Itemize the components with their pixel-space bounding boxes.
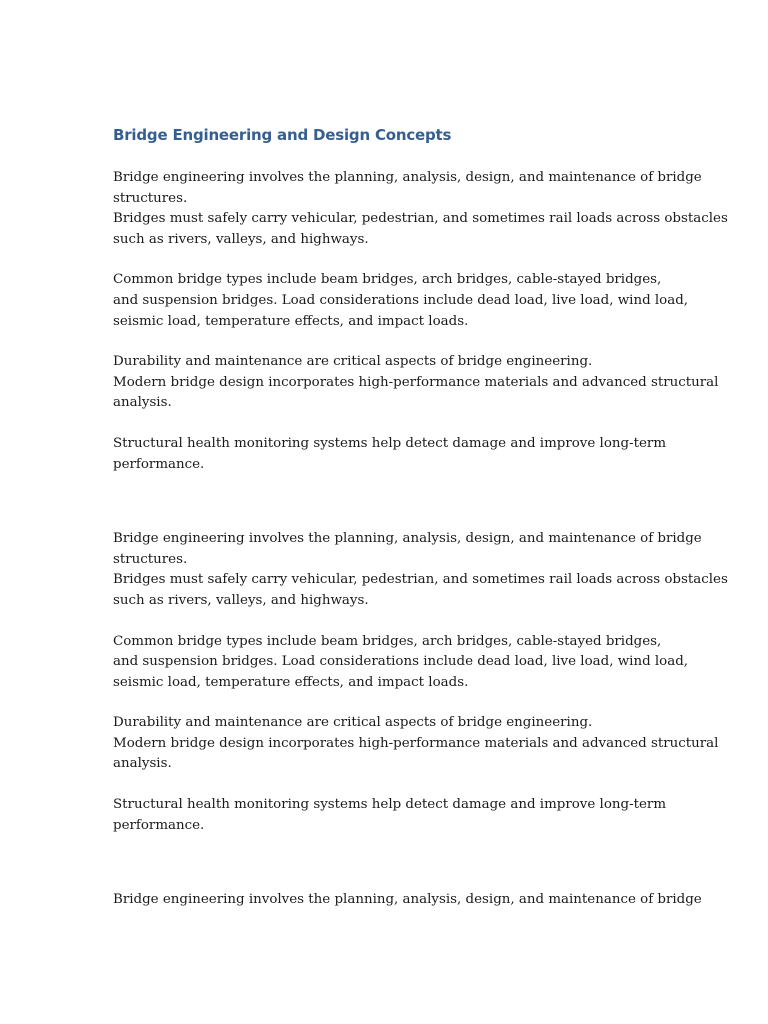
text-line: Durability and maintenance are critical aspects of bridge engineering.: [113, 715, 593, 731]
spacer: [113, 414, 673, 434]
paragraph: [113, 795, 673, 836]
text-line: Common bridge types include beam bridges, arch bridges, cable-stayed bridges,: [113, 633, 662, 649]
text-line: Modern bridge design incorporates high-performance materials and advanced structural: [113, 735, 719, 751]
text-line: seismic load, temperature effects, and impact loads.: [113, 674, 469, 690]
document-body: [113, 124, 728, 911]
text-section: [113, 890, 702, 911]
paragraph: [113, 713, 673, 734]
text-line: Bridges must safely carry vehicular, pedestrian, and sometimes rail loads across obstacles: [113, 211, 728, 227]
text-line: Structural health monitoring systems help detect damage and improve long-term: [113, 797, 667, 813]
text-line: and suspension bridges. Load considerations include dead load, live load, wind load,: [113, 292, 689, 308]
text-line: Bridges must safely carry vehicular, pedestrian, and sometimes rail loads across obstacles: [113, 572, 728, 588]
paragraph: [113, 434, 673, 475]
text-line: Bridge engineering involves the planning, analysis, design, and maintenance of bridge: [113, 531, 702, 547]
spacer: [113, 693, 673, 713]
text-line: Modern bridge design incorporates high-performance materials and advanced structural: [113, 374, 719, 390]
text-line: such as rivers, valleys, and highways.: [113, 231, 369, 247]
spacer: [113, 612, 673, 632]
text-line: structures.: [113, 190, 188, 206]
paragraph: [113, 570, 728, 611]
text-line: Structural health monitoring systems help detect damage and improve long-term: [113, 435, 667, 451]
text-line: Durability and maintenance are critical aspects of bridge engineering.: [113, 354, 593, 370]
paragraph: [113, 352, 673, 373]
text-line: performance.: [113, 456, 205, 472]
text-line: structures.: [113, 551, 188, 567]
text-line: and suspension bridges. Load considerations include dead load, live load, wind load,: [113, 654, 689, 670]
text-section: [113, 529, 728, 836]
text-line: such as rivers, valleys, and highways.: [113, 592, 369, 608]
paragraph: [113, 373, 719, 414]
paragraph: [113, 168, 702, 209]
paragraph: [113, 529, 702, 570]
spacer: [113, 475, 673, 529]
spacer: [113, 250, 673, 270]
text-line: performance.: [113, 817, 205, 833]
text-line: Bridge engineering involves the planning, analysis, design, and maintenance of bridge: [113, 170, 702, 185]
document-title: Bridge Engineering and Design Concepts: [113, 126, 452, 144]
spacer: [113, 146, 673, 168]
text-line: Common bridge types include beam bridges, arch bridges, cable-stayed bridges,: [113, 272, 662, 288]
paragraph: [113, 890, 702, 911]
text-line: Bridge engineering involves the planning, analysis, design, and maintenance of bridge: [113, 892, 702, 908]
text-line: analysis.: [113, 395, 172, 411]
spacer: [113, 775, 673, 795]
text-line: seismic load, temperature effects, and impact loads.: [113, 313, 469, 329]
text-line: analysis.: [113, 756, 172, 772]
text-section: [113, 168, 728, 475]
spacer: [113, 332, 673, 352]
paragraph: [113, 734, 719, 775]
paragraph: [113, 270, 689, 332]
spacer: [113, 836, 673, 890]
paragraph: [113, 209, 728, 250]
paragraph: [113, 632, 689, 694]
